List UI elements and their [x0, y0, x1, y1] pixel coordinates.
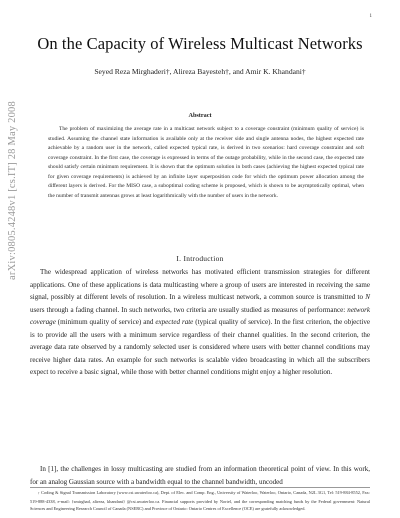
section-heading-introduction: I. Introduction	[176, 254, 224, 263]
intro-paragraph-1	[30, 266, 370, 379]
abstract-text: The problem of maximizing the average rate in a multicast network subject to a coverage constraint (minimum quality of service) is studied. Assuming the channel state information is available only at the receiver side and single antenna nodes, the highest expected rate achievable by a random user in the network, called expected typical rate, is derived in two scenarios: hard coverage constraint and soft coverage constraint. In the first case, the coverage is expressed in terms of the outage probability, while in the second case, the expected rate should satisfy certain minimum requirement. It is shown that the optimum solution in both cases (achieving the highest expected typical rate for given coverage requirements) is achieved by an infinite layer superposition code for which the optimum power allocation among the different layers is derived. For the MISO case, a suboptimal coding scheme is proposed, which is shown to be asymptotically optimal, when the number of transmit antennas grows at least logarithmically with the number of users in the network.	[48, 126, 364, 199]
affiliation-footnote	[30, 489, 370, 513]
arxiv-stamp-text: arXiv:0805.4248v1 [cs.IT] 28 May 2008	[6, 100, 18, 280]
paper-title: On the Capacity of Wireless Multicast Networks	[37, 34, 363, 53]
page-number: 1	[369, 14, 372, 19]
term-network-coverage: network coverage	[30, 305, 370, 327]
intro-text-part-3: (minimum quality of service) and	[55, 318, 156, 327]
term-expected-rate: expected rate	[155, 318, 194, 327]
abstract-heading: Abstract	[188, 112, 212, 119]
arxiv-stamp	[6, 100, 18, 280]
intro-paragraph-2: In [1], the challenges in lossy multicasting are studied from an information theoretical point of view. In this work, for an analog Gaussian source with a bandwidth equal to the channel bandwidth, uncoded	[30, 465, 370, 486]
intro-text-part-2: users through a fading channel. In such networks, two criteria are usually studied as measures of performance:	[30, 305, 348, 314]
intro-text-part-4: (typical quality of service). In the first criterion, the objective is to provide all the users with a minimum service regardless of their channel qualities. In the second criterion, the average data rate observed by a randomly selected user is considered where users with better channel conditions may receive higher data rates. An example for such networks is scalable video broadcasting in which all the subscribers expect to receive a basic signal, while those with better channel conditions might enjoy a higher resolution.	[30, 318, 370, 377]
variable-n: N	[365, 293, 370, 302]
intro-text-part-1: The widespread application of wireless networks has motivated efficient transmission strategies for different applications. One of these applications is data multicasting where a group of users are interested in receiving the same signal, possibly at different levels of resolution. In a wireless multicast network, a common source is transmitted to	[30, 268, 370, 302]
footnote-divider	[30, 487, 370, 488]
footnote-text: Coding & Signal Transmission Laboratory (www.cst.uwaterloo.ca), Dept. of Elec. and Comp. Eng., University of Waterloo, Waterloo, Ontario, Canada, N2L 3G1, Tel: 519-884-8552, Fax: 519-888-4338, e-mail: {smirghad, alireza, khandani} @cst.uwaterloo.ca. Financial supports provided by Nortel, and the corresponding matching funds by the Federal government: Natural Sciences and Engineering Research Council of Canada (NSERC) and Province of Ontario: Ontario Centres of Excellence (OCE) are gratefully acknowledged.	[30, 490, 370, 512]
footnote-mark: †	[38, 491, 40, 495]
author-list: Seyed Reza Mirghaderi†, Alireza Bayesteh†, and Amir K. Khandani†	[94, 67, 306, 76]
